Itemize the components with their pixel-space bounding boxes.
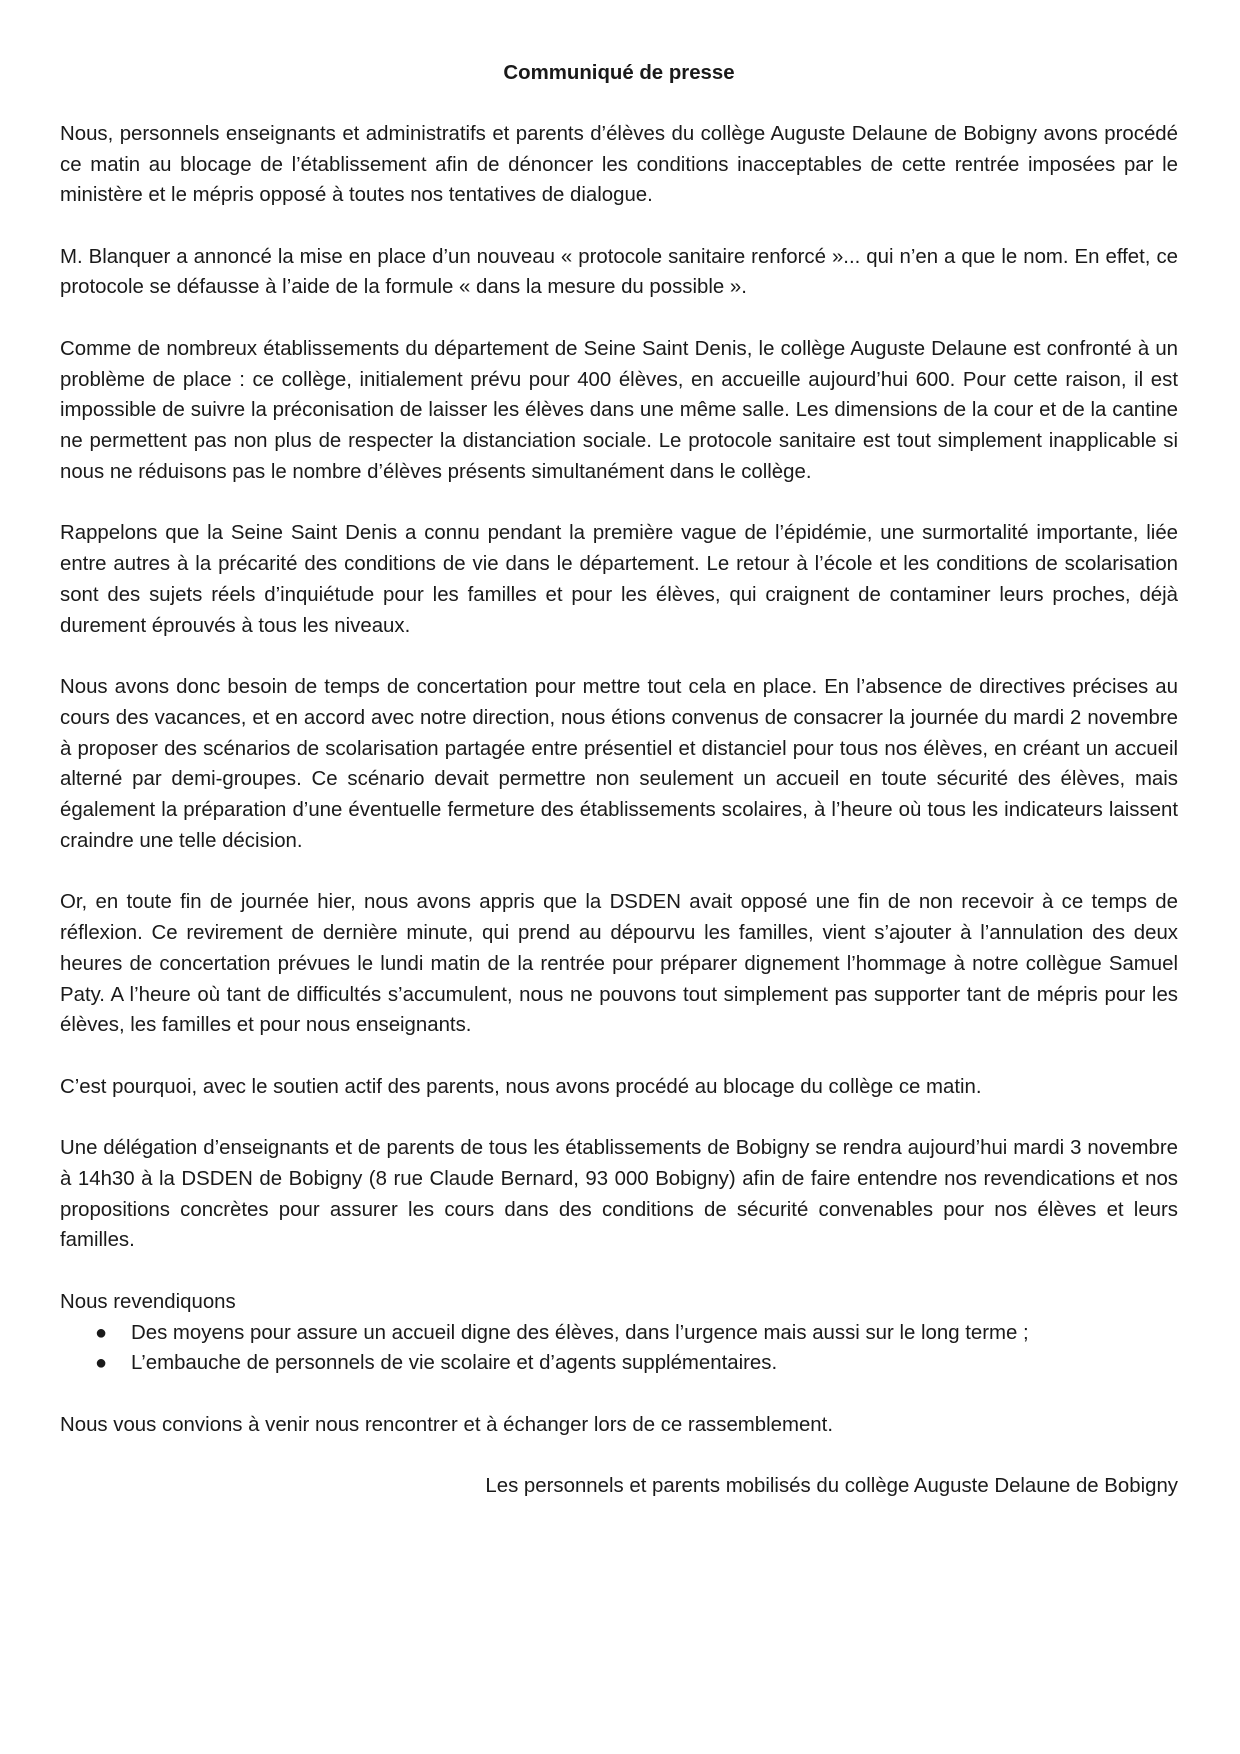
paragraph-intro: Nous, personnels enseignants et administratifs et parents d’élèves du collège Auguste Delaune de Bobigny avons procédé ce matin au blocage de l’établissement afin de dénoncer les conditions inacceptables de cette rentrée imposées par le ministère et le mépris opposé à toutes nos tentatives de dialogue. — [60, 122, 1178, 207]
closing-invitation: Nous vous convions à venir nous rencontrer et à échanger lors de ce rassemblement. — [60, 1413, 833, 1436]
demands-list — [60, 1318, 1178, 1380]
paragraph-epidemic: Rappelons que la Seine Saint Denis a connu pendant la première vague de l’épidémie, une surmortalité importante, liée entre autres à la précarité des conditions de vie dans le département. Le retour à l’école et les conditions de scolarisation sont des sujets réels d’inquiétude pour les familles et pour les élèves, qui craignent de contaminer leurs proches, déjà durement éprouvés à tous les niveaux. — [60, 522, 1178, 637]
list-item — [95, 1348, 1178, 1379]
bullet-icon: ● — [95, 1321, 108, 1344]
demand-text: Des moyens pour assure un accueil digne des élèves, dans l’urgence mais aussi sur le long terme ; — [131, 1321, 1029, 1344]
bullet-icon: ● — [95, 1352, 108, 1375]
demand-text: L’embauche de personnels de vie scolaire et d’agents supplémentaires. — [131, 1352, 778, 1375]
paragraph-concertation: Nous avons donc besoin de temps de concertation pour mettre tout cela en place. En l’absence de directives précises au cours des vacances, et en accord avec notre direction, nous étions convenus de consacrer la journée du mardi 2 novembre à proposer des scénarios de scolarisation partagée entre présentiel et distanciel pour tous nos élèves, en créant un accueil alterné par demi-groupes. Ce scénario devait permettre non seulement un accueil en toute sécurité des élèves, mais également la préparation d’une éventuelle fermeture des établissements scolaires, à l’heure où tous les indicateurs laissent craindre une telle décision. — [60, 675, 1178, 852]
paragraph-protocol: M. Blanquer a annoncé la mise en place d’un nouveau « protocole sanitaire renforcé »... qui n’en a que le nom. En effet, ce protocole se défausse à l’aide de la formule « dans la mesure du possible ». — [60, 245, 1178, 299]
paragraph-capacity: Comme de nombreux établissements du département de Seine Saint Denis, le collège Auguste Delaune est confronté à un problème de place : ce collège, initialement prévu pour 400 élèves, en accueille aujourd’hui 600. Pour cette raison, il est impossible de suivre la préconisation de laisser les élèves dans une même salle. Les dimensions de la cour et de la cantine ne permettent pas non plus de respecter la distanciation sociale. Le protocole sanitaire est tout simplement inapplicable si nous ne réduisons pas le nombre d’élèves présents simultanément dans le collège. — [60, 337, 1178, 483]
document-title: Communiqué de presse — [503, 62, 735, 84]
signature: Les personnels et parents mobilisés du collège Auguste Delaune de Bobigny — [485, 1474, 1178, 1497]
list-item — [95, 1318, 1178, 1349]
paragraph-dsden-refusal: Or, en toute fin de journée hier, nous avons appris que la DSDEN avait opposé une fin de non recevoir à ce temps de réflexion. Ce revirement de dernière minute, qui prend au dépourvu les familles, vient s’ajouter à l’annulation des deux heures de concertation prévues le lundi matin de la rentrée pour préparer dignement l’hommage à notre collègue Samuel Paty. A l’heure où tant de difficultés s’accumulent, nous ne pouvons tout simplement pas supporter tant de mépris pour les élèves, les familles et pour nous enseignants. — [60, 891, 1178, 1037]
paragraph-blockade: C’est pourquoi, avec le soutien actif des parents, nous avons procédé au blocage du collège ce matin. — [60, 1075, 982, 1098]
paragraph-delegation: Une délégation d’enseignants et de parents de tous les établissements de Bobigny se rendra aujourd’hui mardi 3 novembre à 14h30 à la DSDEN de Bobigny (8 rue Claude Bernard, 93 000 Bobigny) afin de faire entendre nos revendications et nos propositions concrètes pour assurer les cours dans des conditions de sécurité convenables pour nos élèves et leurs familles. — [60, 1137, 1178, 1252]
demands-intro: Nous revendiquons — [60, 1290, 236, 1313]
